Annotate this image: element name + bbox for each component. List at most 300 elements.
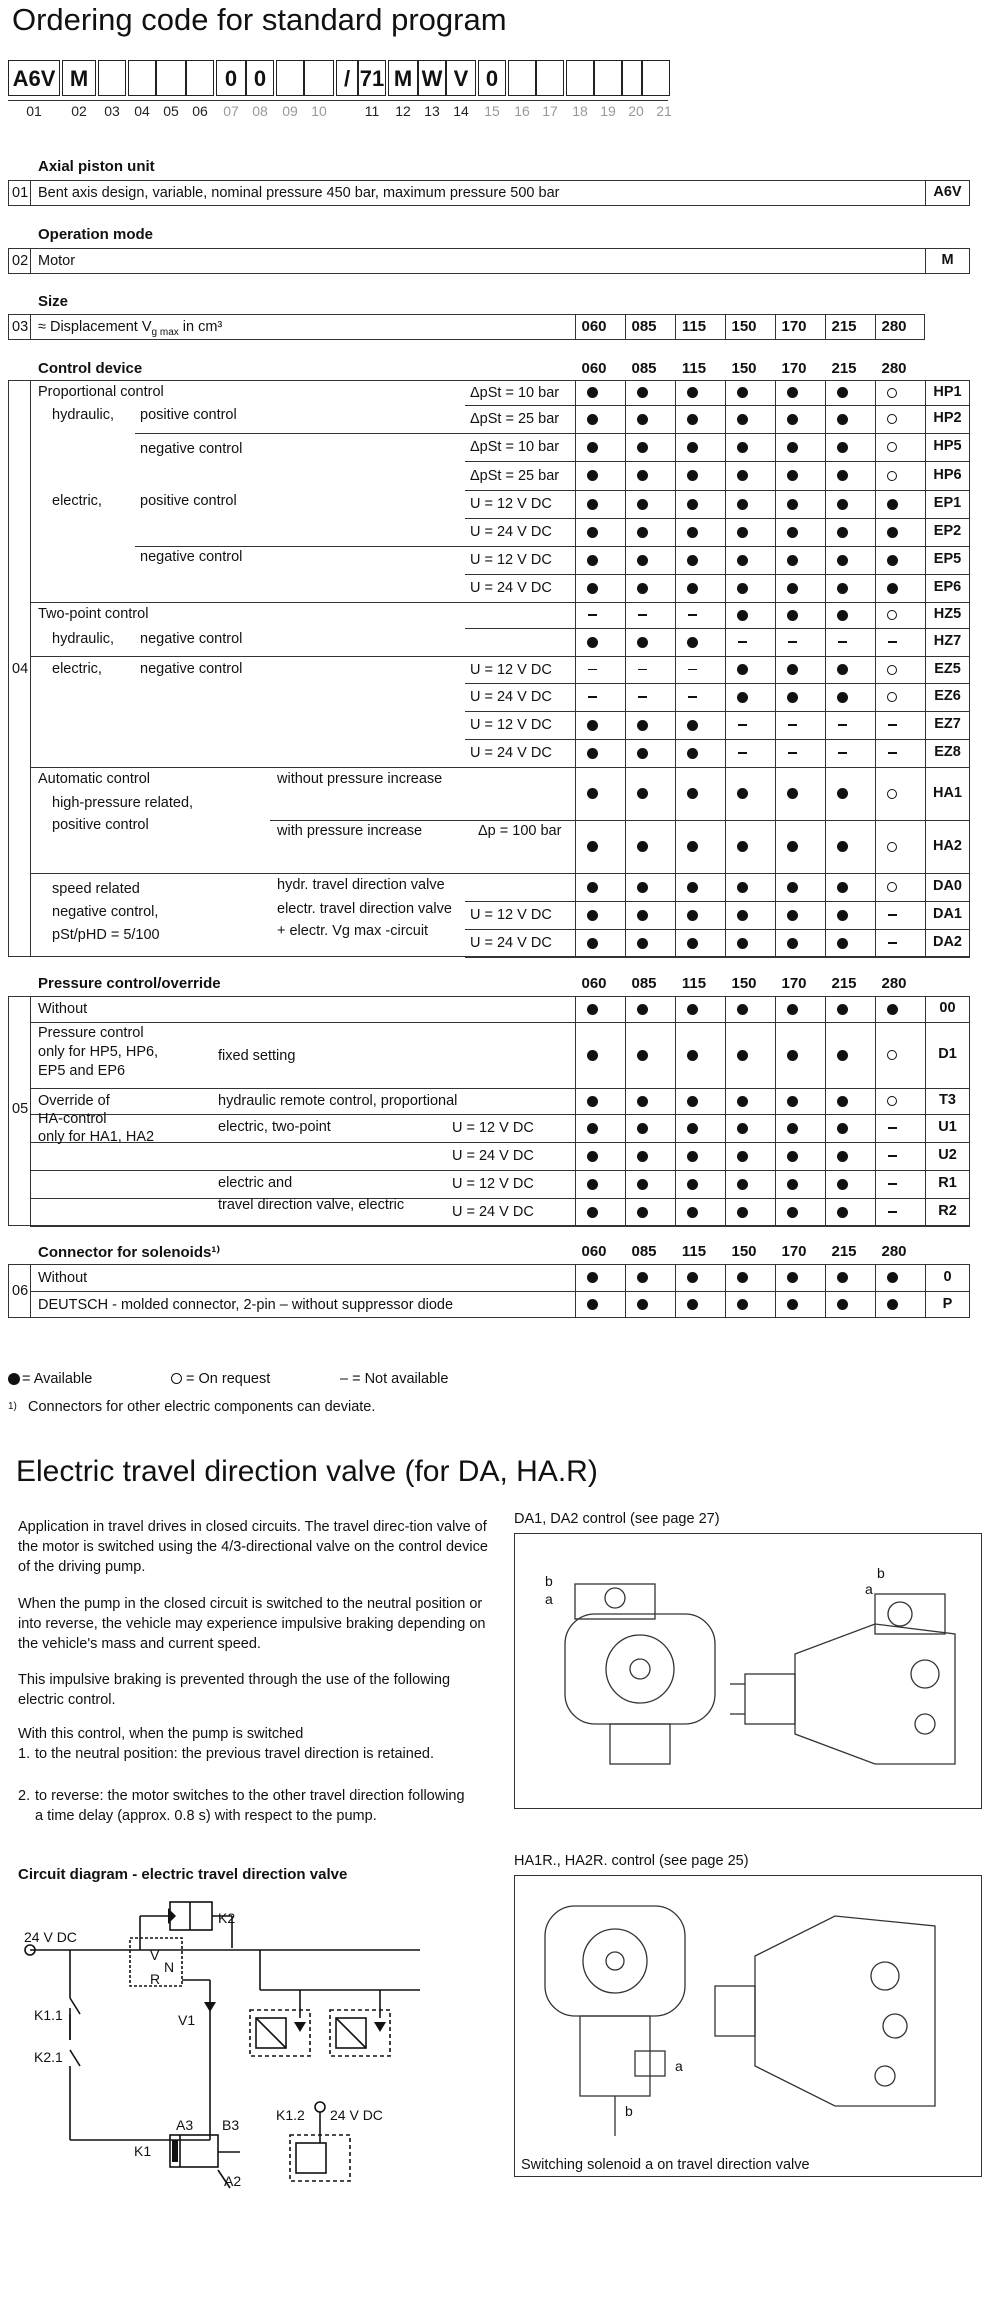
section-04-ep6-available-icon [587,583,598,594]
position-number-9: 09 [282,103,298,119]
section-04-ep1-available-icon [637,499,648,510]
figure-caption-da: DA1, DA2 control (see page 27) [514,1511,720,1527]
code-box-17 [536,60,564,96]
circuit-label-k12: K1.2 [276,2107,305,2123]
section-05-col-sep [875,996,876,1226]
section-06-p-available-icon [787,1299,798,1310]
section-06-size-085: 085 [631,1243,657,1260]
section-05-label-fixed: fixed setting [218,1048,296,1064]
position-number-10: 10 [311,103,327,119]
section-06-code-0: 0 [943,1268,952,1285]
section-04-da0-available-icon [637,882,648,893]
section-05-00-available-icon [737,1004,748,1015]
motor-drawing-da [515,1534,981,1808]
section-05-d1-on-request-icon [887,1050,897,1060]
section-04-cond: U = 12 V DC [470,907,552,923]
section-05-row-rule [30,1022,970,1023]
section-04-row-rule [465,461,970,462]
section-04-code-ep2: EP2 [933,523,962,539]
section-04-da1-available-icon [687,910,698,921]
section-04-hp1-on-request-icon [887,388,897,398]
section-05-cond: U = 12 V DC [452,1120,534,1136]
section-04-hz7-available-icon [637,637,648,648]
section-04-label-sp1: speed related [52,881,140,897]
section-06-size-280: 280 [881,1243,907,1260]
section-04-label-edv: electr. travel direction valve [277,901,452,917]
section-06-0-available-icon [637,1272,648,1283]
section-04-label-neg: negative control [140,549,243,565]
code-box-8 [276,60,304,96]
section-04-group-rule [30,873,465,874]
section-05-u2-available-icon [787,1151,798,1162]
on-request-ring-icon [171,1373,182,1384]
code-box-15: 0 [478,60,506,96]
circuit-label-v1: V1 [178,2012,196,2028]
section-05-u2-not-available-icon [888,1155,897,1157]
section-04-ez7-available-icon [687,720,698,731]
section-04-hp1-available-icon [787,387,798,398]
section-04-size-150: 150 [731,360,757,377]
section-04-num-sep [30,380,31,957]
section-04-da0-available-icon [787,882,798,893]
section-04-cond: U = 24 V DC [470,745,552,761]
section-04-row-rule [465,957,970,958]
section-04-label-dp: Δp = 100 bar [478,823,562,839]
section-05-size-150: 150 [731,975,757,992]
section-04-cond: U = 12 V DC [470,552,552,568]
section-04-code-hp1: HP1 [933,383,962,400]
section-04-ez8-not-available-icon [888,752,897,754]
section-06-code-p: P [942,1295,953,1312]
section-04-ez8-not-available-icon [738,752,747,754]
section-05-col-sep [575,996,576,1226]
section-04-code-hp6: HP6 [933,466,962,483]
section-04-row-rule [465,546,970,547]
section-04-da0-available-icon [587,882,598,893]
section-04-ez7-not-available-icon [888,724,897,726]
list-item-2: to reverse: the motor switches to the other travel direction following a time delay (approx. 0.8 s) with respect to the pump. [35,1788,465,1824]
section-04-row-rule [465,628,970,629]
section-04-ep5-available-icon [887,555,898,566]
figure-caption-ha: HA1R., HA2R. control (see page 25) [514,1853,749,1869]
section-05-cond: U = 24 V DC [452,1148,534,1164]
section-04-hz7-not-available-icon [888,641,897,643]
section-05-r2-available-icon [787,1207,798,1218]
section-04-group-rule [30,602,465,603]
section-05-code-r2: R2 [938,1203,957,1219]
section-title-control: Control device [38,360,143,377]
position-number-20: 20 [628,103,644,119]
section-title-size: Size [38,293,69,310]
section-01-num: 01 [12,185,29,201]
position-number-12: 12 [395,103,411,119]
section-04-ep5-available-icon [687,555,698,566]
section-title-axial: Axial piston unit [38,158,155,175]
code-box-12: M [388,60,418,96]
section-06-p-available-icon [837,1299,848,1310]
section-04-code-ez8: EZ8 [934,744,961,760]
section-04-ep1-available-icon [787,499,798,510]
fig2-label-b: b [625,2103,633,2119]
section-title-operation: Operation mode [38,226,154,243]
section-04-ez8-not-available-icon [838,752,847,754]
motor-drawing-ha [515,1876,981,2156]
section-04-hp2-available-icon [787,414,798,425]
section-04-row-rule [465,739,970,740]
legend-not-available: – = Not available [340,1371,449,1387]
section-04-hp5-available-icon [687,442,698,453]
section-05-d1-available-icon [687,1050,698,1061]
section-04-da0-available-icon [687,882,698,893]
section-04-hp5-available-icon [787,442,798,453]
code-box-14: V [446,60,476,96]
position-number-15: 15 [484,103,500,119]
section-04-size-280: 280 [881,360,907,377]
section-05-label-eand: electric and [218,1175,293,1191]
section-06-p-available-icon [637,1299,648,1310]
footnote-mark: 1) [8,1401,17,1412]
code-box-10: / [336,60,358,96]
section-04-ep5-available-icon [837,555,848,566]
section-04-da1-available-icon [787,910,798,921]
section-05-label-pc3: EP5 and EP6 [38,1063,126,1079]
section-05-size-060: 060 [581,975,607,992]
circuit-diagram [0,1890,480,2200]
section-04-cond: U = 12 V DC [470,717,552,733]
section-06-0-available-icon [687,1272,698,1283]
section-06-0-available-icon [737,1272,748,1283]
section-03-size-060: 060 [581,318,607,335]
code-box-13: W [418,60,446,96]
section-04-hp5-available-icon [737,442,748,453]
section-05-col-sep [925,996,926,1226]
section-title-travel-valve: Electric travel direction valve (for DA, HA.R) [16,1455,598,1488]
section-06-0-available-icon [587,1272,598,1283]
section-06-size-150: 150 [731,1243,757,1260]
position-number-7: 07 [223,103,239,119]
section-05-00-available-icon [687,1004,698,1015]
section-04-da2-not-available-icon [888,942,897,944]
section-05-label-without: Without [38,1001,88,1017]
section-05-label-tdv: travel direction valve, electric [218,1197,405,1213]
section-04-da2-available-icon [787,938,798,949]
section-05-t3-available-icon [737,1096,748,1107]
section-04-row-rule [465,929,970,930]
section-04-hz5-on-request-icon [887,610,897,620]
section-05-label-ov1: Override of [38,1093,110,1109]
section-04-code-ez6: EZ6 [934,688,961,704]
section-04-ha1-available-icon [737,788,748,799]
section-05-u2-available-icon [587,1151,598,1162]
section-04-label-prop: Proportional control [38,384,164,400]
section-05-d1-available-icon [637,1050,648,1061]
section-04-code-ha2: HA2 [932,837,962,854]
code-box-21 [642,60,670,96]
section-05-u1-available-icon [587,1123,598,1134]
section-05-code-t3: T3 [939,1092,956,1108]
section-04-ha2-available-icon [737,841,748,852]
section-04-col-sep [675,380,676,957]
section-05-u2-available-icon [637,1151,648,1162]
section-04-hz5-not-available-icon [638,614,647,616]
section-05-r1-available-icon [787,1179,798,1190]
circuit-label-v: V [150,1947,160,1963]
section-04-label-hyd: hydraulic, [52,407,115,423]
fig1-label-b2: b [877,1565,885,1581]
circuit-label-k21: K2.1 [34,2049,63,2065]
code-box-0: A6V [8,60,60,96]
section-04-da2-available-icon [637,938,648,949]
section-04-hp6-available-icon [737,470,748,481]
section-01-code: A6V [933,184,962,200]
section-04-cond: U = 12 V DC [470,496,552,512]
section-04-ez5-not-available-icon [588,669,597,671]
section-04-cond: U = 12 V DC [470,661,552,678]
section-04-hp2-available-icon [637,414,648,425]
section-04-ez5-not-available-icon [688,669,697,671]
section-04-ep5-available-icon [637,555,648,566]
position-number-19: 19 [600,103,616,119]
section-04-group-rule [30,656,465,657]
section-04-da0-available-icon [737,882,748,893]
page-title: Ordering code for standard program [12,2,507,37]
section-05-size-170: 170 [781,975,807,992]
section-05-r1-available-icon [587,1179,598,1190]
section-04-label-wo: without pressure increase [277,771,443,787]
section-04-hp1-available-icon [587,387,598,398]
section-05-r1-available-icon [637,1179,648,1190]
section-05-u1-available-icon [837,1123,848,1134]
section-04-col-sep [575,380,576,957]
section-04-cond: ΔpSt = 10 bar [470,384,560,401]
section-04-ez6-on-request-icon [887,692,897,702]
section-04-code-hz5: HZ5 [933,606,962,622]
section-04-ez7-available-icon [637,720,648,731]
section-04-cond: U = 24 V DC [470,580,552,596]
section-04-ep2-available-icon [837,527,848,538]
section-04-cond: U = 24 V DC [470,524,552,540]
section-04-code-ep1: EP1 [933,495,962,511]
section-04-size-085: 085 [631,360,657,377]
section-05-num-sep [30,996,31,1226]
section-04-label-neg: negative control [140,661,243,677]
section-05-u1-available-icon [787,1123,798,1134]
section-05-r2-available-icon [737,1207,748,1218]
section-04-ha1-available-icon [587,788,598,799]
section-04-hp1-available-icon [637,387,648,398]
position-row-rule [8,100,668,101]
section-05-d1-available-icon [787,1050,798,1061]
section-04-ha2-on-request-icon [887,842,897,852]
section-04-hz5-available-icon [737,610,748,621]
section-04-hp5-available-icon [637,442,648,453]
section-02-num: 02 [12,253,29,269]
section-04-ep5-available-icon [587,555,598,566]
section-04-hp2-on-request-icon [887,414,897,424]
position-number-14: 14 [453,103,469,119]
section-05-size-280: 280 [881,975,907,992]
figure-ha-control [514,1875,982,2177]
position-number-21: 21 [656,103,672,119]
section-06-row-rule [30,1291,970,1292]
section-04-code-da1: DA1 [932,906,962,922]
section-04-subgroup-rule [135,433,465,434]
section-04-hz5-not-available-icon [588,614,597,616]
section-04-row-rule [465,602,970,603]
section-04-hp1-available-icon [737,387,748,398]
section-04-label-elec: electric, [52,493,102,509]
section-04-ep2-available-icon [587,527,598,538]
section-04-code-da0: DA0 [932,878,962,894]
list-number-2: 2. [18,1788,31,1804]
section-04-hp6-on-request-icon [887,471,897,481]
list-item-1: to the neutral position: the previous travel direction is retained. [35,1746,434,1762]
section-04-ep1-available-icon [687,499,698,510]
section-02-code: M [941,252,954,268]
section-02-num-sep [30,248,31,274]
section-04-ez7-not-available-icon [838,724,847,726]
section-06-0-available-icon [837,1272,848,1283]
section-04-hp2-available-icon [587,414,598,425]
section-04-ha1-available-icon [787,788,798,799]
section-04-label-sp2: negative control, [52,904,159,920]
section-04-da0-available-icon [837,882,848,893]
section-05-t3-on-request-icon [887,1096,897,1106]
section-04-row-rule [465,433,970,434]
section-05-00-available-icon [887,1004,898,1015]
section-04-code-hp5: HP5 [933,438,962,454]
section-04-size-060: 060 [581,360,607,377]
section-04-da1-not-available-icon [888,914,897,916]
list-number-1: 1. [18,1746,31,1762]
section-05-u1-available-icon [737,1123,748,1134]
section-06-num: 06 [12,1283,29,1299]
section-05-t3-available-icon [687,1096,698,1107]
section-04-ep5-available-icon [787,555,798,566]
section-04-da2-available-icon [837,938,848,949]
section-05-00-available-icon [587,1004,598,1015]
section-04-da1-available-icon [637,910,648,921]
section-04-ep6-available-icon [887,583,898,594]
position-number-13: 13 [424,103,440,119]
section-05-row-rule [30,1198,970,1199]
circuit-label-k1: K1 [134,2143,152,2159]
paragraph-application: Application in travel drives in closed circuits. The travel direc-tion valve of the motor is switched using the 4/3-directional valve on the control device of the driving pump. [18,1519,488,1575]
displacement-unit: in cm³ [178,319,223,335]
section-04-hp5-on-request-icon [887,442,897,452]
section-06-p-available-icon [737,1299,748,1310]
section-04-ha2-available-icon [587,841,598,852]
section-02-desc: Motor [38,253,76,269]
section-03-size-150: 150 [731,318,757,335]
section-05-col-sep [625,996,626,1226]
section-05-code-u2: U2 [938,1147,957,1163]
section-04-ep6-available-icon [687,583,698,594]
section-04-label-sp3: pSt/pHD = 5/100 [52,927,160,943]
section-05-r2-available-icon [687,1207,698,1218]
circuit-label-24vdc: 24 V DC [24,1929,77,1945]
section-05-t3-available-icon [787,1096,798,1107]
section-04-ep2-available-icon [687,527,698,538]
section-04-ez5-not-available-icon [638,669,647,671]
section-04-ez6-available-icon [837,692,848,703]
section-05-t3-available-icon [837,1096,848,1107]
section-04-label-hp1: high-pressure related, [52,795,194,811]
section-03-size-170: 170 [781,318,807,335]
section-04-col-sep [625,380,626,957]
section-05-r1-available-icon [687,1179,698,1190]
section-04-hz7-available-icon [687,637,698,648]
section-06-p-available-icon [887,1299,898,1310]
section-06-size-170: 170 [781,1243,807,1260]
section-04-ep6-available-icon [637,583,648,594]
section-04-ep6-available-icon [737,583,748,594]
position-number-11: 11 [364,103,380,119]
section-03-size-085: 085 [631,318,657,335]
section-04-ez8-not-available-icon [788,752,797,754]
section-04-ep2-available-icon [637,527,648,538]
code-box-3 [128,60,156,96]
code-box-19 [594,60,622,96]
code-box-5 [186,60,214,96]
section-04-ep1-available-icon [887,499,898,510]
section-04-ez7-available-icon [587,720,598,731]
section-04-hz5-not-available-icon [688,614,697,616]
figure-da-control [514,1533,982,1809]
fig2-label-a: a [675,2058,683,2074]
legend-on-request: = On request [186,1371,271,1387]
section-04-subgroup-rule [270,820,465,821]
section-05-u2-available-icon [737,1151,748,1162]
section-03-num: 03 [12,319,29,335]
section-04-hp5-available-icon [587,442,598,453]
section-06-size-215: 215 [831,1243,857,1260]
section-03-desc [38,318,222,342]
section-04-code-ep6: EP6 [933,579,962,595]
section-04-row-rule [465,405,970,406]
section-04-da1-available-icon [837,910,848,921]
section-04-hp1-available-icon [687,387,698,398]
section-04-cond: ΔpSt = 25 bar [470,411,560,427]
section-04-hz5-available-icon [787,610,798,621]
section-05-r2-available-icon [637,1207,648,1218]
section-04-row-rule [465,683,970,684]
section-05-u2-available-icon [687,1151,698,1162]
section-04-hz5-available-icon [837,610,848,621]
section-04-label-neg: negative control [140,441,243,457]
section-05-row-rule [30,1114,970,1115]
section-04-hp6-available-icon [837,470,848,481]
code-box-6: 0 [216,60,246,96]
section-04-ez6-not-available-icon [588,696,597,698]
section-06-size-115: 115 [681,1243,707,1260]
section-04-hz7-not-available-icon [738,641,747,643]
code-box-9 [304,60,334,96]
footnote-text: Connectors for other electric components can deviate. [28,1399,376,1415]
circuit-label-n: N [164,1959,175,1975]
section-04-col-sep [825,380,826,957]
paragraph-neutral: When the pump in the closed circuit is switched to the neutral position or into reverse, the vehicle may experience impulsive braking depending on the vehicle's mass and current speed. [18,1596,486,1652]
section-05-t3-available-icon [637,1096,648,1107]
section-04-ha1-available-icon [637,788,648,799]
code-box-4 [156,60,186,96]
paragraph-impulsive: This impulsive braking is prevented through the use of the following electric control. [18,1672,451,1708]
section-05-col-sep [825,996,826,1226]
section-04-hz7-available-icon [587,637,598,648]
section-04-ha1-on-request-icon [887,789,897,799]
section-04-row-rule [465,767,970,768]
circuit-label-k11: K1.1 [34,2007,63,2023]
